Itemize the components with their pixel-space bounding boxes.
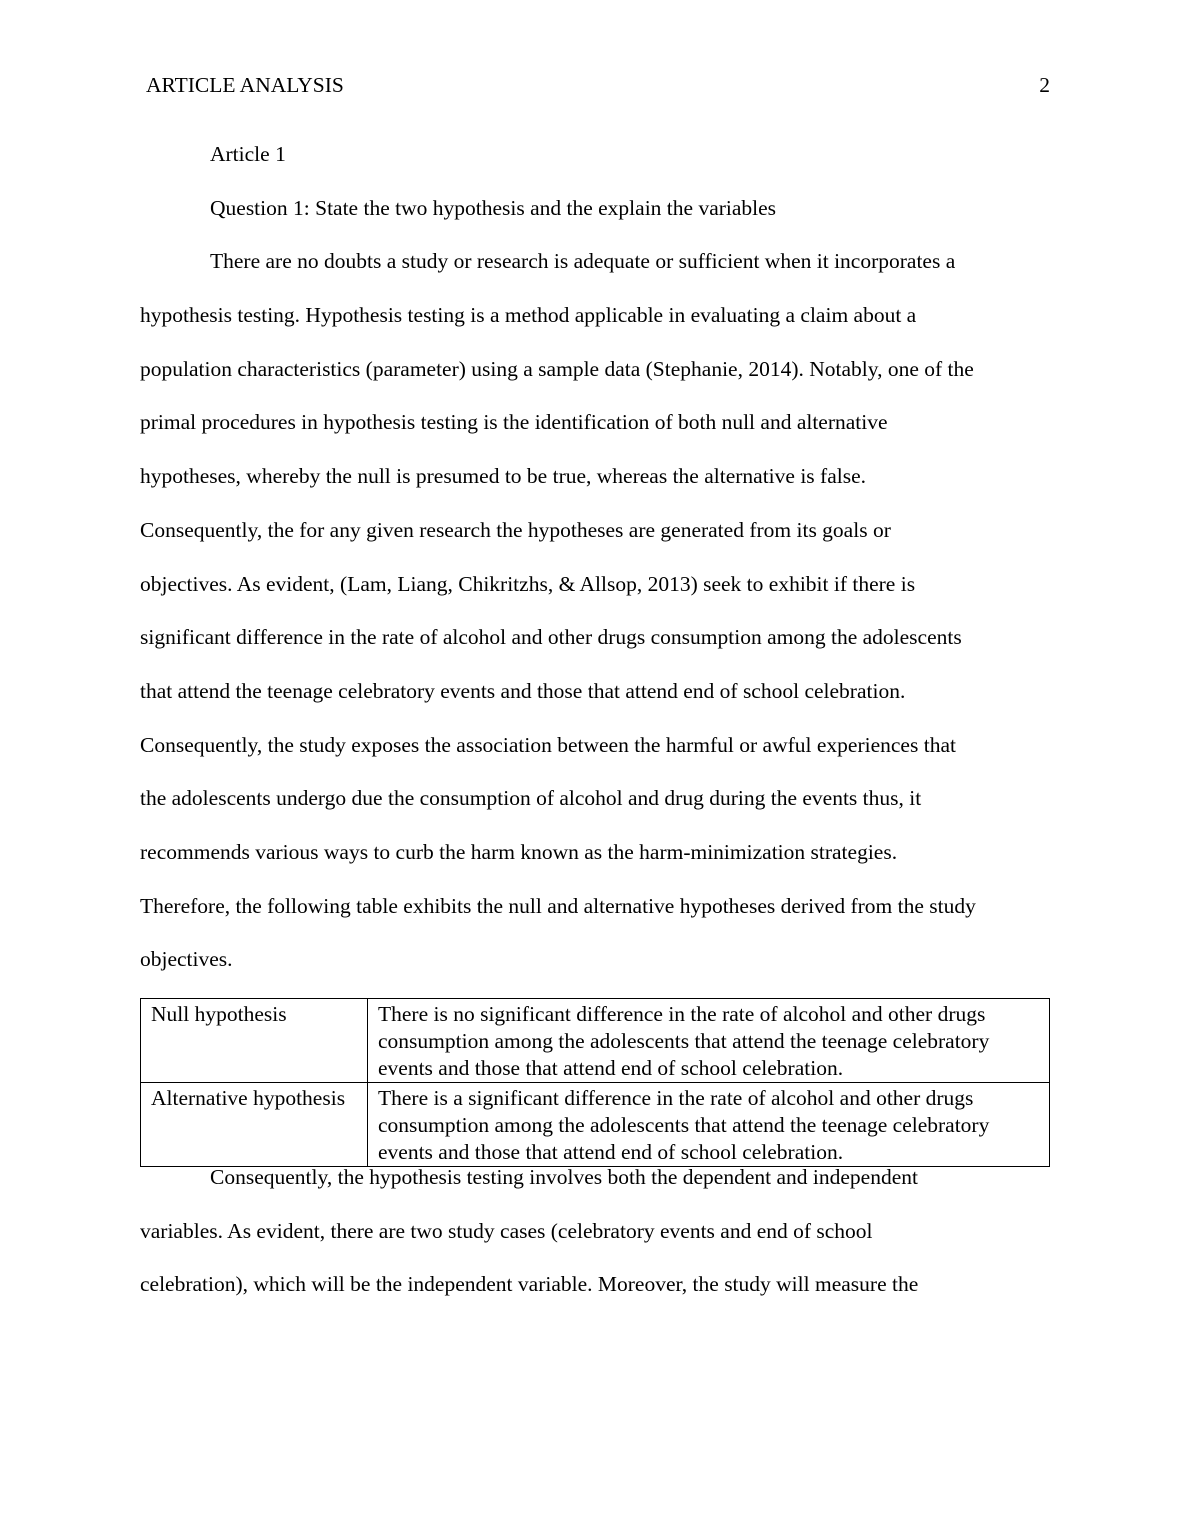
paragraph-line: primal procedures in hypothesis testing is the identification of both null and alternative xyxy=(140,410,888,435)
section-heading: Article 1 xyxy=(210,142,286,166)
paragraph-line: the adolescents undergo due the consumption of alcohol and drug during the events thus, it xyxy=(140,786,922,811)
paragraph-line: objectives. As evident, (Lam, Liang, Chikritzhs, & Allsop, 2013) seek to exhibit if there is xyxy=(140,571,916,596)
paragraph-line: recommends various ways to curb the harm known as the harm-minimization strategies. xyxy=(140,839,898,864)
paragraph-line: that attend the teenage celebratory events and those that attend end of school celebration. xyxy=(140,678,906,703)
question-heading: Question 1: State the two hypothesis and the explain the variables xyxy=(210,195,777,220)
paragraph-line: population characteristics (parameter) using a sample data (Stephanie, 2014). Notably, one of the xyxy=(140,356,974,381)
paragraph-line: Consequently, the for any given research the hypotheses are generated from its goals or xyxy=(140,517,891,542)
body-section-2 xyxy=(140,1163,1050,1324)
paragraph-line: Consequently, the study exposes the association between the harmful or awful experiences that xyxy=(140,732,956,757)
hypothesis-description: There is no significant difference in the rate of alcohol and other drugs consumption among the adolescents that attend the teenage celebratory events and those that attend end of school celebration. xyxy=(368,999,1050,1083)
hypothesis-table xyxy=(140,998,1050,1167)
body-section-1 xyxy=(140,140,1050,999)
hypothesis-description: There is a significant difference in the rate of alcohol and other drugs consumption among the adolescents that attend the teenage celebratory events and those that attend end of school celebration. xyxy=(368,1083,1050,1167)
paragraph-line: variables. As evident, there are two study cases (celebratory events and end of school xyxy=(140,1218,873,1243)
paragraph-line: celebration), which will be the independent variable. Moreover, the study will measure the xyxy=(140,1272,919,1297)
paragraph-line: hypotheses, whereby the null is presumed to be true, whereas the alternative is false. xyxy=(140,464,866,489)
hypothesis-label: Null hypothesis xyxy=(141,999,368,1083)
paragraph-line: significant difference in the rate of alcohol and other drugs consumption among the adolescents xyxy=(140,625,962,650)
paragraph-line: There are no doubts a study or research is adequate or sufficient when it incorporates a xyxy=(210,249,956,274)
running-head: ARTICLE ANALYSIS xyxy=(146,73,344,97)
table-row xyxy=(141,1083,1050,1167)
paragraph-line: Therefore, the following table exhibits the null and alternative hypotheses derived from the study xyxy=(140,893,976,918)
paragraph-line: objectives. xyxy=(140,947,233,972)
page-number: 2 xyxy=(1039,73,1050,97)
page-header xyxy=(146,71,1050,99)
paragraph-line: hypothesis testing. Hypothesis testing is a method applicable in evaluating a claim about a xyxy=(140,303,917,328)
paragraph-line: Consequently, the hypothesis testing involves both the dependent and independent xyxy=(210,1165,918,1189)
table-row xyxy=(141,999,1050,1083)
hypothesis-label: Alternative hypothesis xyxy=(141,1083,368,1167)
